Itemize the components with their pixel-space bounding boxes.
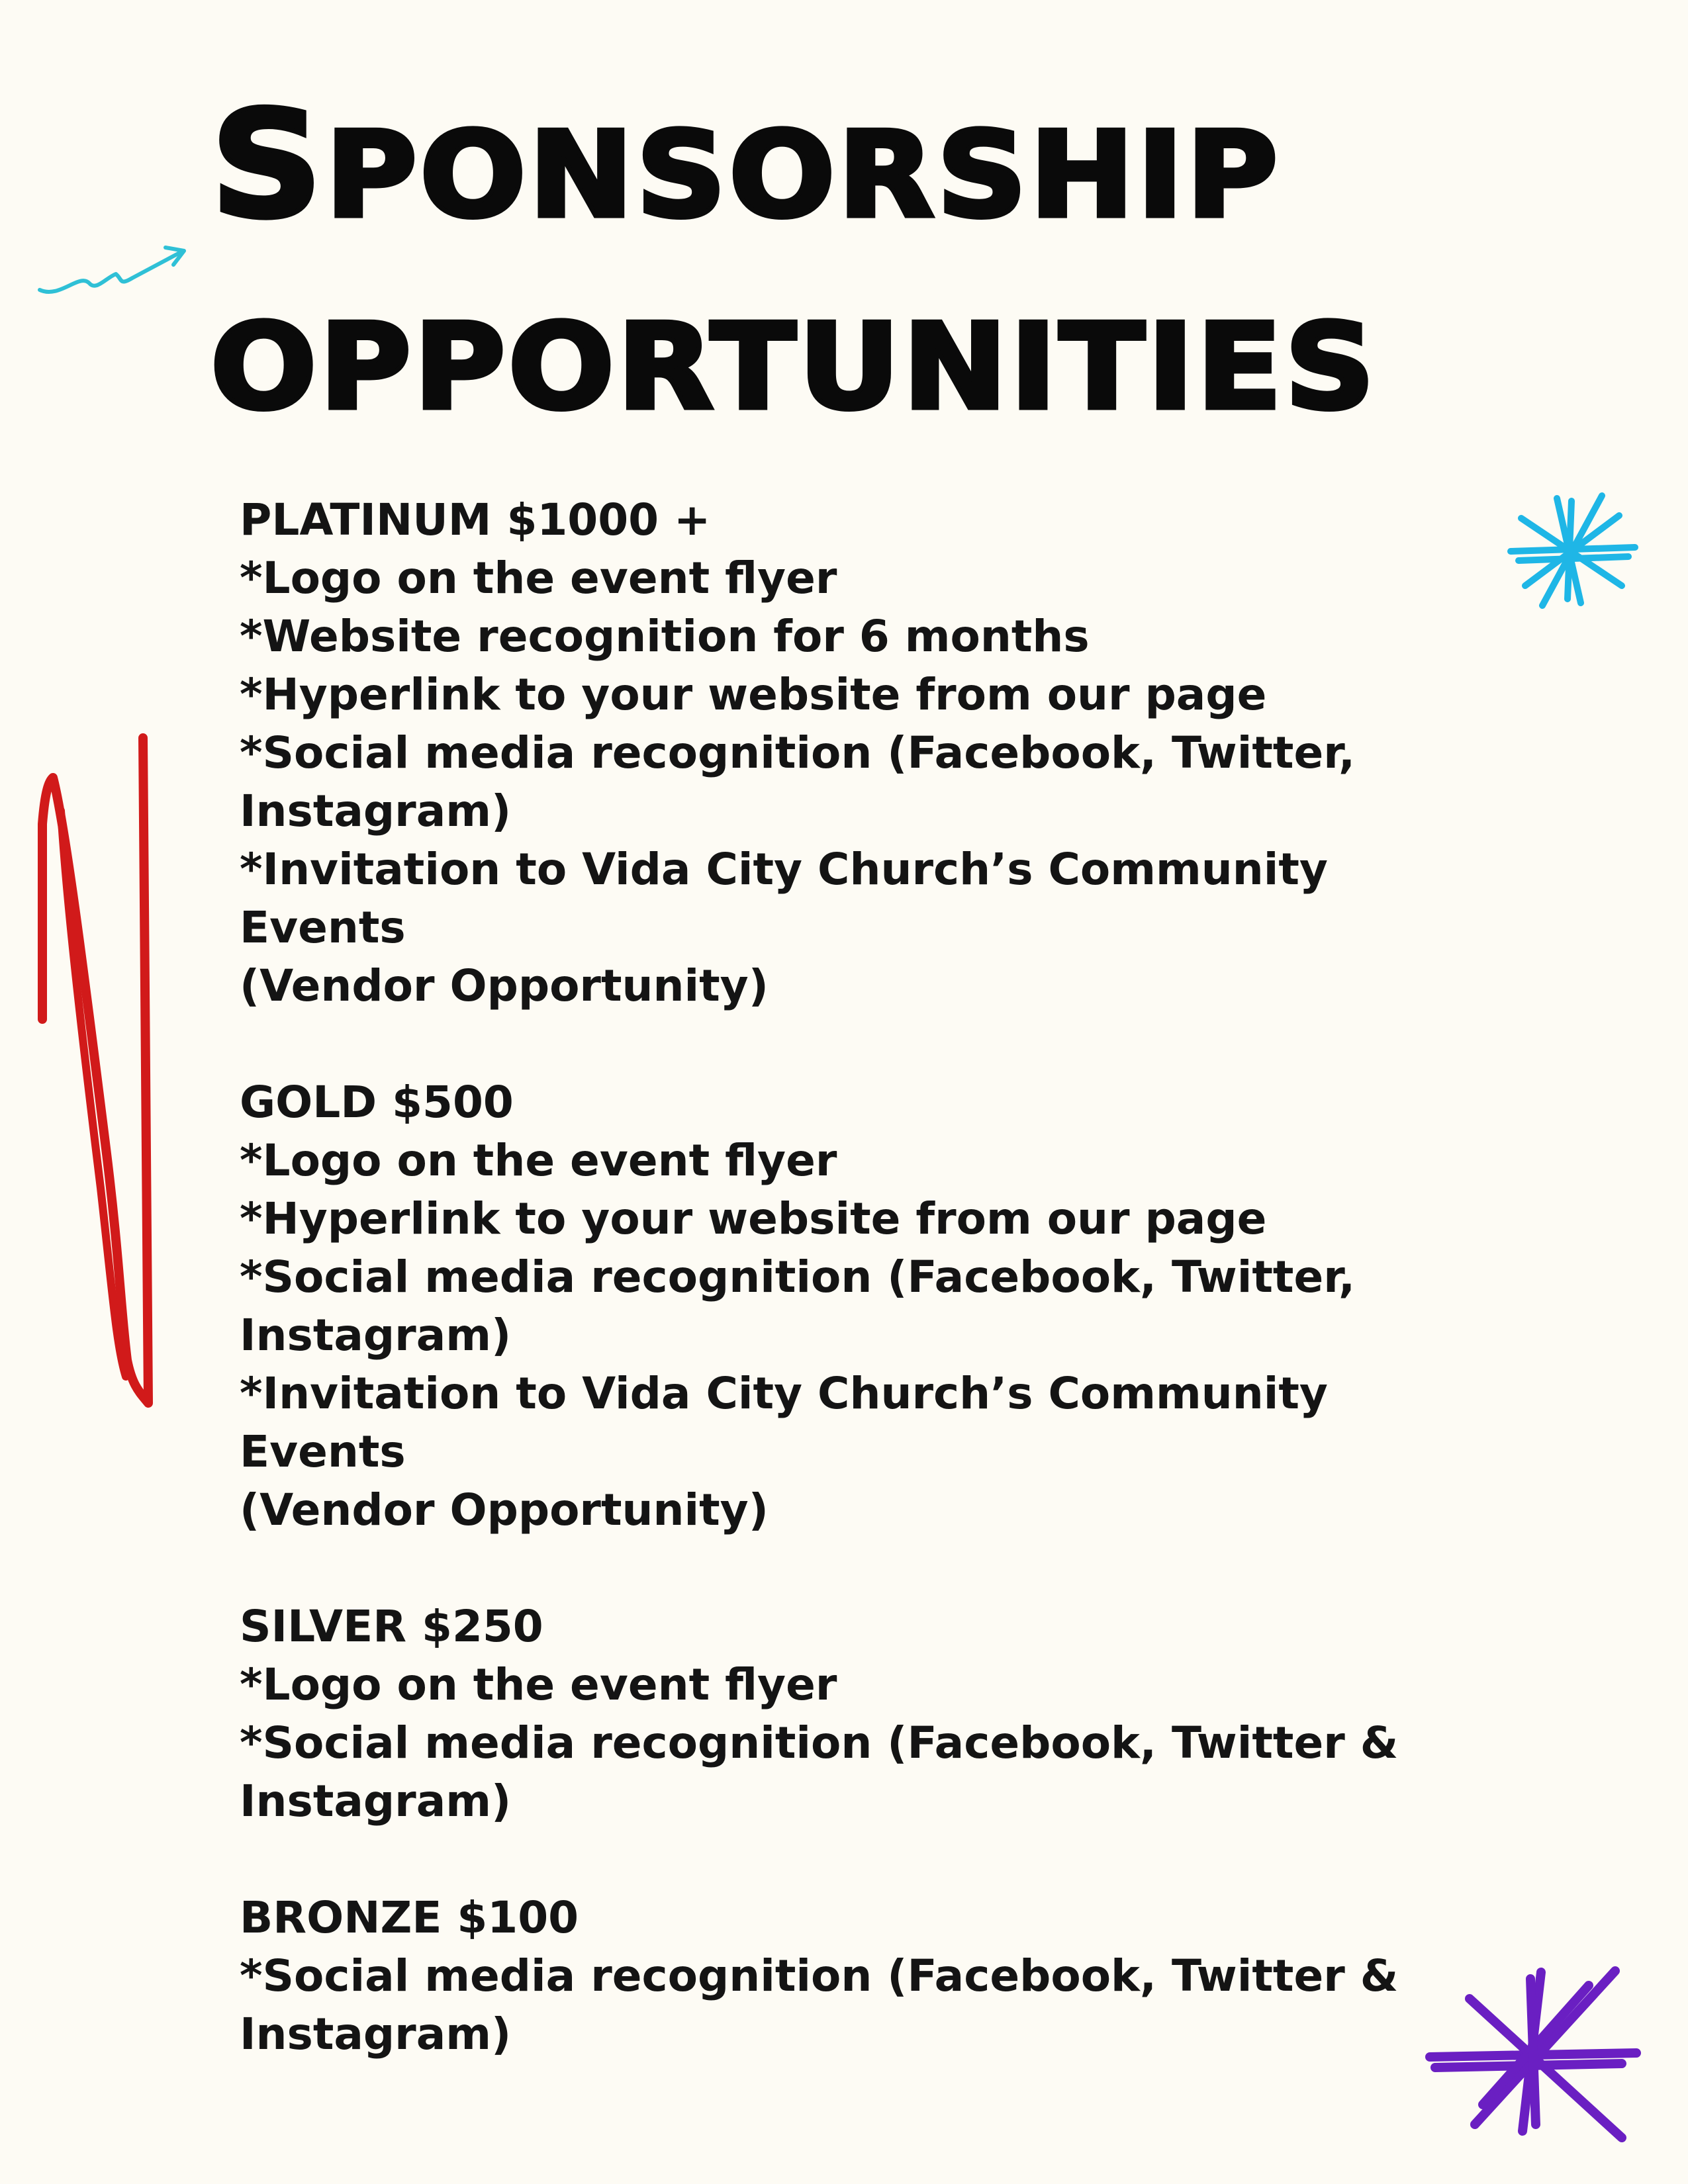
title-line-2: OPPORTUNITIES <box>211 298 1378 435</box>
tier-heading: PLATINUM $1000 + <box>240 494 711 545</box>
benefit-item: (Vendor Opportunity) <box>240 1484 769 1535</box>
blue-star-icon <box>1503 486 1648 619</box>
sponsorship-tiers <box>240 491 1484 2122</box>
benefit-item: *Social media recognition (Facebook, Twitter & <box>240 1950 1399 2001</box>
benefit-item: *Social media recognition (Facebook, Twitter, <box>240 727 1356 778</box>
page-title <box>211 69 1667 463</box>
benefit-item: Instagram) <box>240 786 512 837</box>
squiggle-arrow-icon <box>33 238 192 304</box>
benefit-item: *Logo on the event flyer <box>240 1659 837 1710</box>
benefit-item: Instagram) <box>240 1776 512 1827</box>
benefit-item: *Logo on the event flyer <box>240 1135 837 1186</box>
purple-star-icon <box>1423 1959 1648 2158</box>
title-initial: S <box>211 80 326 251</box>
benefit-item: *Logo on the event flyer <box>240 553 837 604</box>
red-squiggle-icon <box>26 725 159 1420</box>
tier-gold <box>240 1073 1484 1539</box>
tier-bronze <box>240 1889 1484 2064</box>
benefit-item: *Hyperlink to your website from our page <box>240 669 1267 720</box>
tier-silver <box>240 1598 1484 1831</box>
title-line-1 <box>211 69 1688 271</box>
benefit-item: *Hyperlink to your website from our page <box>240 1193 1267 1244</box>
title-word-1-rest: PONSORSHIP <box>325 107 1281 244</box>
tier-heading: BRONZE $100 <box>240 1892 579 1943</box>
tier-heading: SILVER $250 <box>240 1601 543 1652</box>
benefit-item: *Social media recognition (Facebook, Twitter & <box>240 1717 1399 1768</box>
benefit-item: *Invitation to Vida City Church’s Community Events <box>240 1368 1328 1477</box>
tier-heading: GOLD $500 <box>240 1077 514 1128</box>
benefit-item: *Social media recognition (Facebook, Twitter, <box>240 1251 1356 1302</box>
benefit-item: *Website recognition for 6 months <box>240 611 1090 662</box>
tier-platinum <box>240 491 1484 1015</box>
benefit-item: Instagram) <box>240 2009 512 2060</box>
benefit-item: *Invitation to Vida City Church’s Community Events <box>240 844 1328 953</box>
benefit-item: (Vendor Opportunity) <box>240 960 769 1011</box>
benefit-item: Instagram) <box>240 1310 512 1361</box>
